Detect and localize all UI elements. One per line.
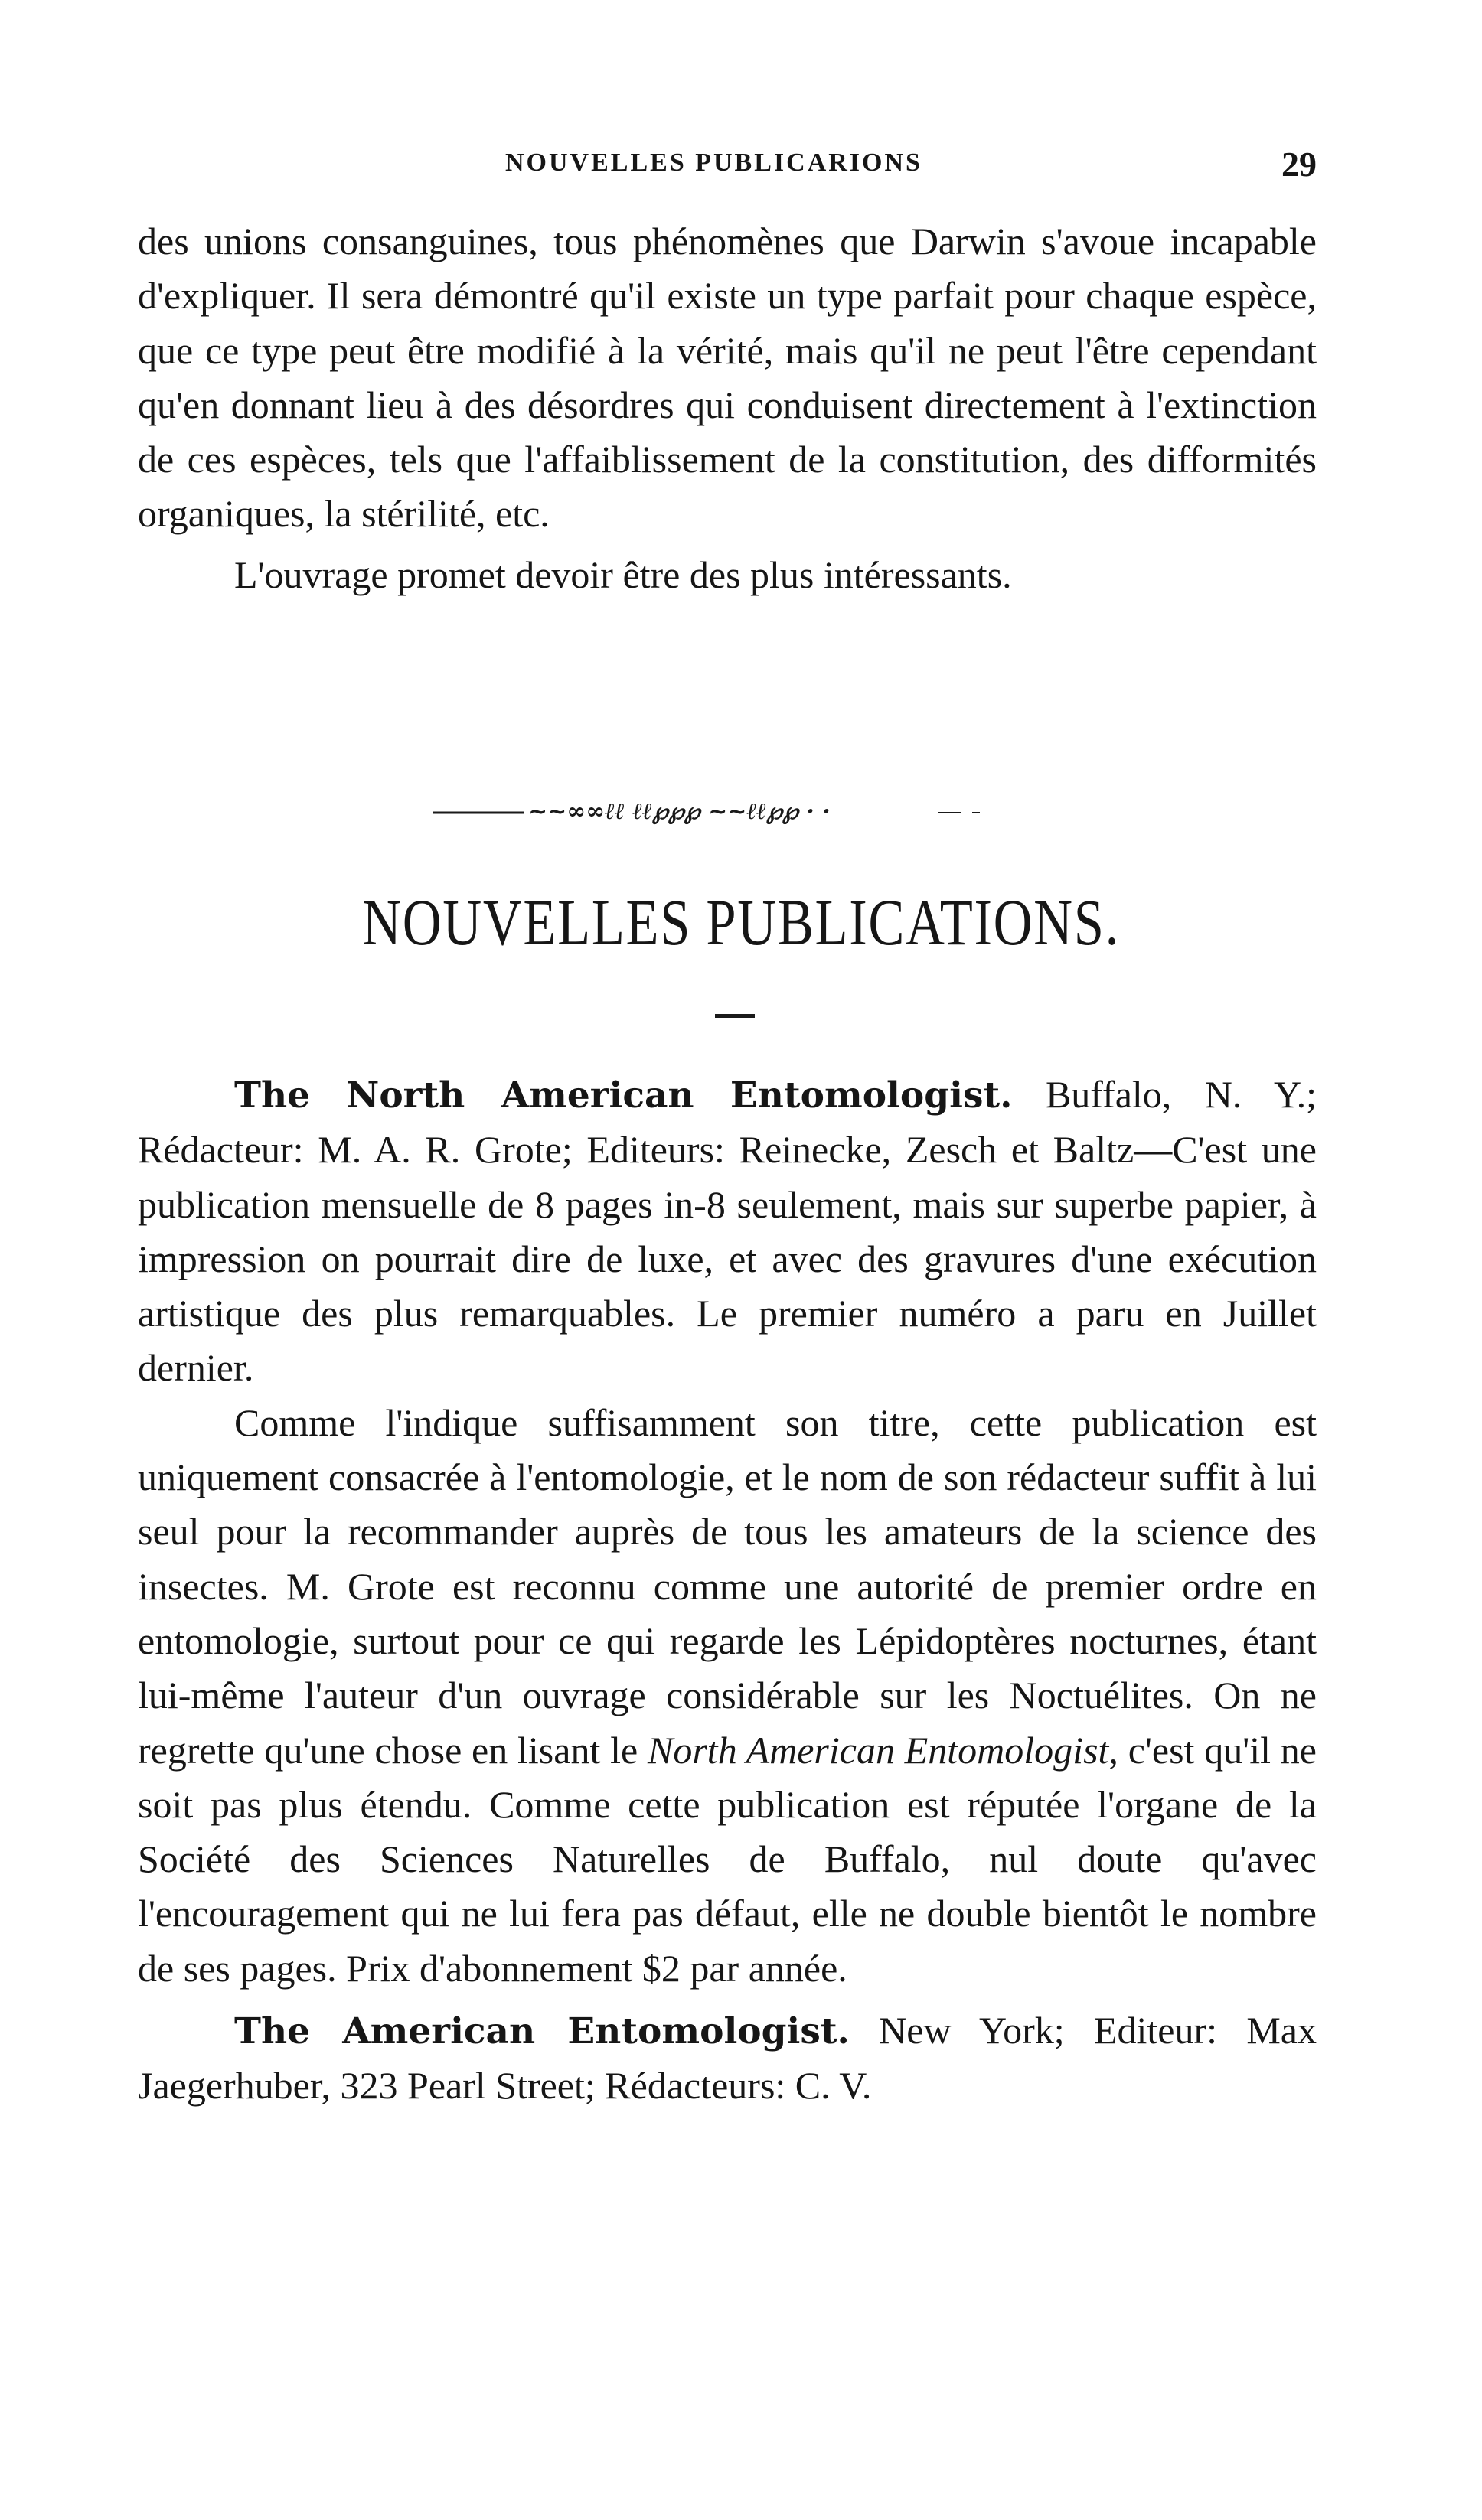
section-rule [715, 1014, 755, 1018]
svg-text:~~∞∞ℓℓ ℓℓ℘℘℘ ~~ℓℓ℘℘ · ·: ~~∞∞ℓℓ ℓℓ℘℘℘ ~~ℓℓ℘℘ · · [528, 798, 831, 825]
review-text: , c'est qu'il ne soit pas plus étendu. Comme cette publication est réputée l'organe de la Société des Sciences Naturelles de Buffalo, nul doute qu'avec l'encouragement qui ne lui fera pas défaut, elle ne double bientôt le nombre de ses pages. Prix d'abonnement $2 par année. [138, 1728, 1317, 1990]
intro-text [138, 214, 1317, 602]
running-head [138, 144, 1317, 190]
journal-title: North American Entomologist [648, 1728, 1109, 1772]
running-title: NOUVELLES PUBLICARIONS [505, 148, 922, 177]
review-paragraph [138, 2003, 1317, 2114]
ornament-divider [433, 796, 1007, 826]
review-title: The North American Entomologist. [234, 1074, 1013, 1117]
review-title: The American Entomologist. [234, 2010, 850, 2053]
section-title: NOUVELLES PUBLICATIONS. [362, 885, 1120, 959]
review-text: New York; Editeur: Max Jaegerhuber, 323 Pearl Street; Rédacteurs: C. V. [138, 2009, 1317, 2108]
review-paragraph [138, 1068, 1317, 1396]
review-text: Buffalo, N. Y.; Rédacteur: M. A. R. Grote; Editeurs: Reinecke, Zesch et Baltz—C'est une publication mensuelle de 8 pages in-8 seulement, mais sur superbe papier, à impression on pourrait dire de luxe, et avec des gravures d'une exécution artistique des plus remarquables. Le premier numéro a paru en Juillet dernier. [138, 1073, 1317, 1390]
review-paragraph [138, 1396, 1317, 1996]
page-number: 29 [1281, 145, 1317, 184]
intro-paragraph: des unions consanguines, tous phénomènes que Darwin s'avoue incapable d'expliquer. Il sera démontré qu'il existe un type parfait pour chaque espèce, que ce type peut être modifié à la vérité, mais qu'il ne peut l'être cependant qu'en donnant lieu à des désordres qui conduisent directement à l'extinction de ces espèces, tels que l'affaiblissement de la constitution, des difformités organiques, la stérilité, etc. [138, 220, 1317, 536]
intro-closing-paragraph: L'ouvrage promet devoir être des plus intéressants. [234, 553, 1012, 596]
reviews-text [138, 1068, 1317, 2114]
review-text: Comme l'indique suffisamment son titre, cette publication est uniquement consacrée à l'entomologie, et le nom de son rédacteur suffit à lui seul pour la recommander auprès de tous les amateurs de la science des insectes. M. Grote est reconnu comme une autorité de premier ordre en entomologie, surtout pour ce qui regarde les Lépidoptères nocturnes, étant lui-même l'auteur d'un ouvrage considérable sur les Noctuélites. On ne regrette qu'une chose en lisant le [138, 1400, 1317, 1772]
